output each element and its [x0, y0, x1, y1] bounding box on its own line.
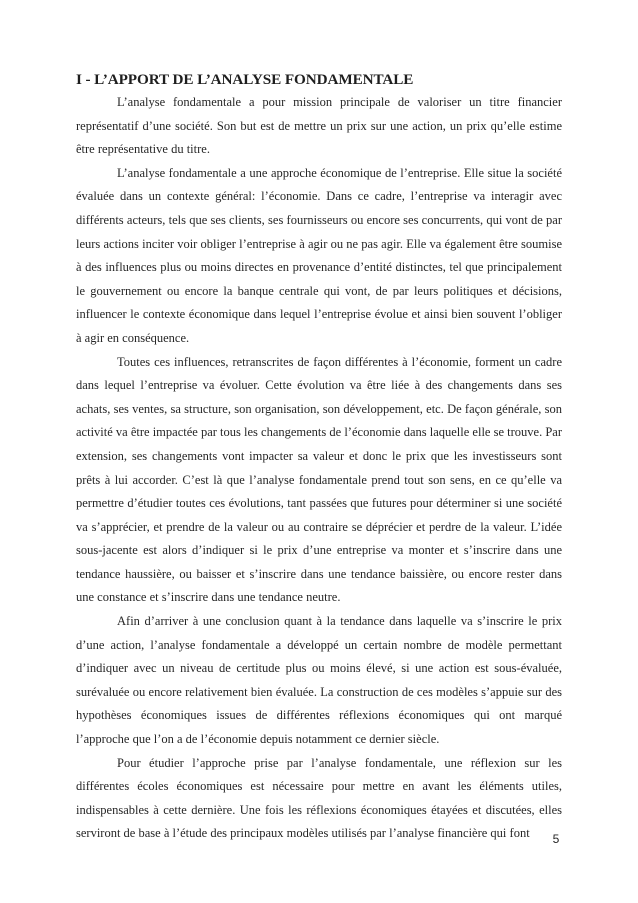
paragraph-1: L’analyse fondamentale a pour mission principale de valoriser un titre financier représentatif d’une société. Son but est de mettre un prix sur une action, un prix qu’elle estime être représentative du titre.	[76, 95, 562, 157]
paragraph-3: Toutes ces influences, retranscrites de façon différentes à l’économie, forment un cadre dans lequel l’entreprise va évoluer. Cette évolution va être liée à des changements dans ses achats, ses ventes, sa structure, son organisation, son développement, etc. De façon générale, son activité va être impactée par tous les changements de l’économie dans laquelle elle se trouve. Par extension, ses changements vont impacter sa valeur et donc le prix que les investisseurs sont prêts à lui accorder. C’est là que l’analyse fondamentale prend tout son sens, en ce qu’elle va permettre d’étudier toutes ces évolutions, tant passées que futures pour déterminer si une société va s’apprécier, et prendre de la valeur ou au contraire se déprécier et perdre de la valeur. L’idée sous-jacente est alors d’indiquer si le prix d’une entreprise va monter et s’inscrire dans une tendance haussière, ou baisser et s’inscrire dans une tendance baissière, ou encore rester dans une constance et s’inscrire dans une tendance neutre.	[76, 354, 562, 605]
paragraph-5: Pour étudier l’approche prise par l’analyse fondamentale, une réflexion sur les différentes écoles économiques est nécessaire pour mettre en avant les éléments utiles, indispensables à cette dernière. Une fois les réflexions économiques étayées et discutées, elles serviront de base à l’étude des principaux modèles utilisés par l’analyse financière qui font	[76, 755, 562, 841]
paragraph-4: Afin d’arriver à une conclusion quant à la tendance dans laquelle va s’inscrire le prix d’une action, l’analyse fondamentale a développé un certain nombre de modèle permettant d’indiquer avec un niveau de certitude plus ou moins élevé, si une action est sous-évaluée, surévaluée ou encore relativement bien évaluée. La construction de ces modèles s’appuie sur des hypothèses économiques issues de différentes réflexions économiques qui ont marqué l’approche que l’on a de l’économie depuis notamment ce dernier siècle.	[76, 614, 562, 747]
paragraph-2: L’analyse fondamentale a une approche économique de l’entreprise. Elle situe la société évaluée dans un contexte général: l’économie. Dans ce cadre, l’entreprise va interagir avec différents acteurs, tels que ses clients, ses fournisseurs ou encore ses concurrents, qui vont de par leurs actions inciter voir obliger l’entreprise à agir ou ne pas agir. Elle va également être soumise à des influences plus ou moins directes en provenance d’entité distinctes, tel que principalement le gouvernement ou encore la banque centrale qui vont, de par leurs politiques et décisions, influencer le contexte économique dans lequel l’entreprise évolue et ainsi bien souvent l’obliger à agir en conséquence.	[76, 165, 562, 345]
page-number: 5	[552, 832, 560, 846]
page-content	[76, 71, 562, 846]
section-heading: I - L’APPORT DE L’ANALYSE FONDAMENTALE	[76, 71, 414, 88]
